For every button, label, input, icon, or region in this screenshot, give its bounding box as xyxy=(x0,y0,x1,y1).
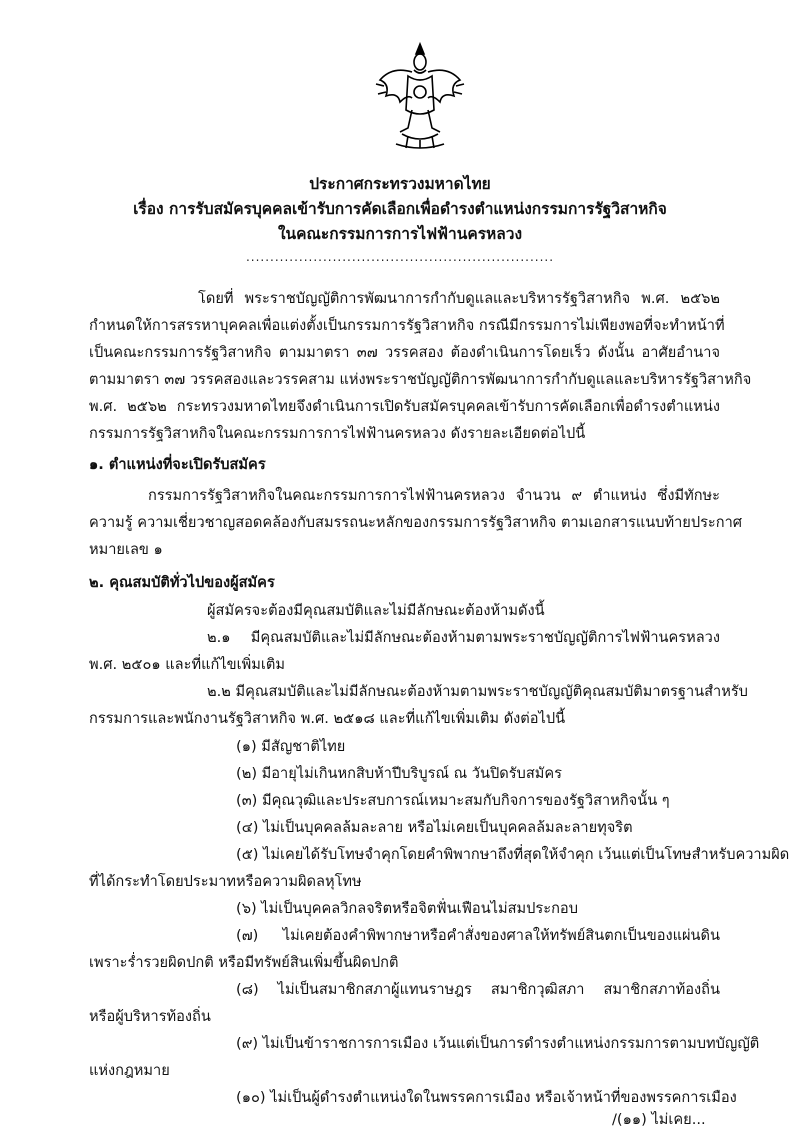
section-1-line: กรรมการรัฐวิสาหกิจในคณะกรรมการการไฟฟ้านครหลวง จำนวน ๙ ตำแหน่ง ซึ่งมีทักษะ xyxy=(148,487,720,504)
sub-item-9-cont: แห่งกฎหมาย xyxy=(89,1062,170,1079)
garuda-emblem-icon xyxy=(372,40,468,150)
preamble-line: โดยที่ พระราชบัญญัติการพัฒนาการกำกับดูแลและบริหารรัฐวิสาหกิจ พ.ศ. ๒๕๖๒ xyxy=(198,290,720,307)
announcement-subject: เรื่อง การรับสมัครบุคคลเข้ารับการคัดเลือกเพื่อดำรงตำแหน่งกรรมการรัฐวิสาหกิจ xyxy=(133,200,667,218)
sub-item-2: (๒) มีอายุไม่เกินหกสิบห้าปีบริบูรณ์ ณ วันปิดรับสมัคร xyxy=(236,765,562,782)
preamble-line: กำหนดให้การสรรหาบุคคลเพื่อแต่งตั้งเป็นกรรมการรัฐวิสาหกิจ กรณีมีกรรมการไม่เพียงพอที่จะทำหน้าที่ xyxy=(89,317,725,334)
preamble-line: ตามมาตรา ๓๗ วรรคสองและวรรคสาม แห่งพระราชบัญญัติการพัฒนาการกำกับดูแลและบริหารรัฐวิสาหกิจ xyxy=(89,371,752,388)
preamble-line: เป็นคณะกรรมการรัฐวิสาหกิจ ตามมาตรา ๓๗ วรรคสอง ต้องดำเนินการโดยเร็ว ดังนั้น อาศัยอำนาจ xyxy=(89,344,720,361)
announcement-subject-line2: ในคณะกรรมการการไฟฟ้านครหลวง xyxy=(277,225,523,243)
clause-2-1-cont: พ.ศ. ๒๕๐๑ และที่แก้ไขเพิ่มเติม xyxy=(89,656,285,673)
sub-item-6: (๖) ไม่เป็นบุคคลวิกลจริตหรือจิตฟั่นเฟือนไม่สมประกอบ xyxy=(236,900,578,917)
sub-item-1: (๑) มีสัญชาติไทย xyxy=(236,738,346,755)
preamble-line: พ.ศ. ๒๕๖๒ กระทรวงมหาดไทยจึงดำเนินการเปิดรับสมัครบุคคลเข้ารับการคัดเลือกเพื่อดำรงตำแหน่ง xyxy=(89,398,720,415)
clause-2-2-cont: กรรมการและพนักงานรัฐวิสาหกิจ พ.ศ. ๒๕๑๘ และที่แก้ไขเพิ่มเติม ดังต่อไปนี้ xyxy=(89,710,566,727)
sub-item-3: (๓) มีคุณวุฒิและประสบการณ์เหมาะสมกับกิจการของรัฐวิสาหกิจนั้น ๆ xyxy=(236,792,670,809)
clause-2-1: ๒.๑ มีคุณสมบัติและไม่มีลักษณะต้องห้ามตามพระราชบัญญัติการไฟฟ้านครหลวง xyxy=(207,629,720,646)
header-dotted-rule: ................................................................ xyxy=(245,250,555,264)
section-1-heading: ๑. ตำแหน่งที่จะเปิดรับสมัคร xyxy=(89,456,266,473)
clause-2-2: ๒.๒ มีคุณสมบัติและไม่มีลักษณะต้องห้ามตามพระราชบัญญัติคุณสมบัติมาตรฐานสำหรับ xyxy=(207,683,748,700)
section-2-heading: ๒. คุณสมบัติทั่วไปของผู้สมัคร xyxy=(89,574,275,591)
sub-item-8-cont: หรือผู้บริหารท้องถิ่น xyxy=(89,1008,211,1025)
sub-item-5: (๕) ไม่เคยได้รับโทษจำคุกโดยคำพิพากษาถึงที่สุดให้จำคุก เว้นแต่เป็นโทษสำหรับความผิด xyxy=(236,846,790,863)
section-1-line: หมายเลข ๑ xyxy=(89,541,163,558)
sub-item-8: (๘) ไม่เป็นสมาชิกสภาผู้แทนราษฎร สมาชิกวุฒิสภา สมาชิกสภาท้องถิ่น xyxy=(236,981,720,998)
sub-item-4: (๔) ไม่เป็นบุคคลล้มละลาย หรือไม่เคยเป็นบุคคลล้มละลายทุจริต xyxy=(236,819,633,836)
sub-item-10: (๑๐) ไม่เป็นผู้ดำรงตำแหน่งใดในพรรคการเมือง หรือเจ้าหน้าที่ของพรรคการเมือง xyxy=(236,1089,737,1106)
sub-item-9: (๙) ไม่เป็นข้าราชการการเมือง เว้นแต่เป็นการดำรงตำแหน่งกรรมการตามบทบัญญัติ xyxy=(236,1035,760,1052)
page-continuation: /(๑๑) ไม่เคย... xyxy=(612,1111,706,1128)
section-2-intro: ผู้สมัครจะต้องมีคุณสมบัติและไม่มีลักษณะต้องห้ามดังนี้ xyxy=(207,602,545,619)
sub-item-7-cont: เพราะร่ำรวยผิดปกติ หรือมีทรัพย์สินเพิ่มขึ้นผิดปกติ xyxy=(89,954,399,971)
announcement-title: ประกาศกระทรวงมหาดไทย xyxy=(309,175,491,193)
preamble-line: กรรมการรัฐวิสาหกิจในคณะกรรมการการไฟฟ้านครหลวง ดังรายละเอียดต่อไปนี้ xyxy=(89,425,586,442)
section-1-line: ความรู้ ความเชี่ยวชาญสอดคล้องกับสมรรถนะหลักของกรรมการรัฐวิสาหกิจ ตามเอกสารแนบท้ายประกาศ xyxy=(89,514,743,531)
sub-item-5-cont: ที่ได้กระทำโดยประมาทหรือความผิดลหุโทษ xyxy=(89,873,362,890)
sub-item-7: (๗) ไม่เคยต้องคำพิพากษาหรือคำสั่งของศาลให้ทรัพย์สินตกเป็นของแผ่นดิน xyxy=(236,927,720,944)
